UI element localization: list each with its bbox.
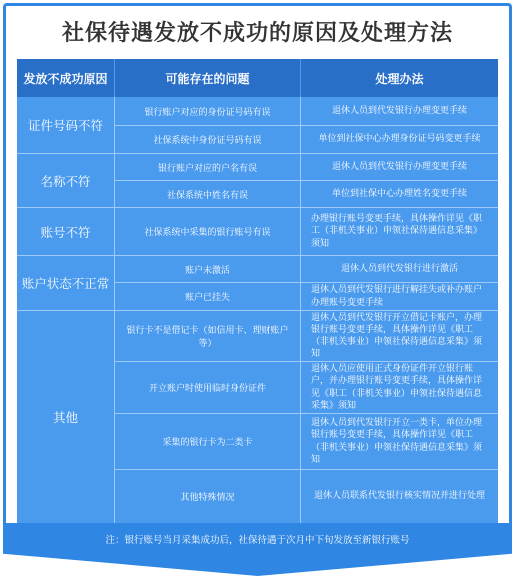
solution-cell: 退休人员到代发银行办理变更手续 bbox=[331, 161, 467, 172]
category-cell: 证件号码不符 bbox=[27, 118, 103, 133]
problem-cell: 其他特殊情况 bbox=[180, 493, 235, 503]
footnote: 注：银行账号当月采集成功后，社保待遇于次月中下旬发放至新银行账号 bbox=[105, 535, 410, 546]
category-cell: 账户状态不正常 bbox=[21, 276, 110, 291]
problem-cell: 开立账户时使用临时身份证件 bbox=[148, 384, 266, 394]
solution-cell: 退休人员到代发银行进行激活 bbox=[340, 263, 458, 274]
header-reason: 发放不成功原因 bbox=[17, 59, 114, 97]
header-solution: 处理办法 bbox=[301, 59, 498, 97]
solution-cell: 退休人员到代发银行办理变更手续 bbox=[331, 105, 467, 116]
header-problem: 可能存在的问题 bbox=[115, 59, 300, 97]
problem-cell: 银行账户对应的身份证号码有误 bbox=[144, 107, 271, 118]
solution-cell: 退休人员到代发银行开立一类卡，单位办理银行账号变更手续，具体操作详见《职工（非机关事业）申领社保待遇信息采集》须知 bbox=[311, 418, 483, 465]
problem-cell: 银行账户对应的户名有误 bbox=[157, 163, 257, 174]
reasons-table bbox=[17, 59, 498, 523]
solution-cell: 退休人员到代发银行进行解挂失或补办账户办理账号变更手续 bbox=[311, 285, 483, 308]
problem-cell: 社保系统中采集的银行账号有误 bbox=[144, 228, 271, 238]
category-cell: 账号不符 bbox=[40, 224, 91, 240]
solution-cell: 退休人员联系代发银行核实情况并进行处理 bbox=[313, 491, 485, 502]
solution-cell: 单位到社保中心办理身份证号码变更手续 bbox=[318, 134, 481, 145]
problem-cell: 账户未激活 bbox=[184, 265, 230, 276]
solution-cell: 办理银行账号变更手续，具体操作详见《职工（非机关事业）申领社保待遇信息采集》须知 bbox=[311, 214, 483, 249]
solution-cell: 退休人员应使用正式身份证件开立银行账户，并办理银行账号变更手续，具体操作详见《职工（非机关事业）申领社保待遇信息采集》须知 bbox=[311, 364, 483, 411]
problem-cell: 社保系统中姓名有误 bbox=[166, 190, 248, 201]
solution-cell: 退休人员到代发银行开立借记卡账户，办理银行账号变更手续，具体操作详见《职工（非机关事业）申领社保待遇信息采集》须知 bbox=[311, 312, 483, 360]
solution-cell: 单位到社保中心办理姓名变更手续 bbox=[331, 188, 467, 199]
category-cell: 其他 bbox=[52, 410, 78, 425]
footer-banner bbox=[3, 523, 512, 576]
page-title: 社保待遇发放不成功的原因及处理方法 bbox=[61, 21, 453, 46]
problem-cell: 采集的银行卡为二类卡 bbox=[162, 438, 253, 448]
category-cell: 名称不符 bbox=[40, 173, 91, 189]
problem-cell: 账户已挂失 bbox=[184, 293, 230, 303]
problem-cell: 银行卡不是借记卡（如信用卡、理财账户等） bbox=[126, 326, 289, 349]
problem-cell: 社保系统中身份证号码有误 bbox=[153, 136, 262, 146]
